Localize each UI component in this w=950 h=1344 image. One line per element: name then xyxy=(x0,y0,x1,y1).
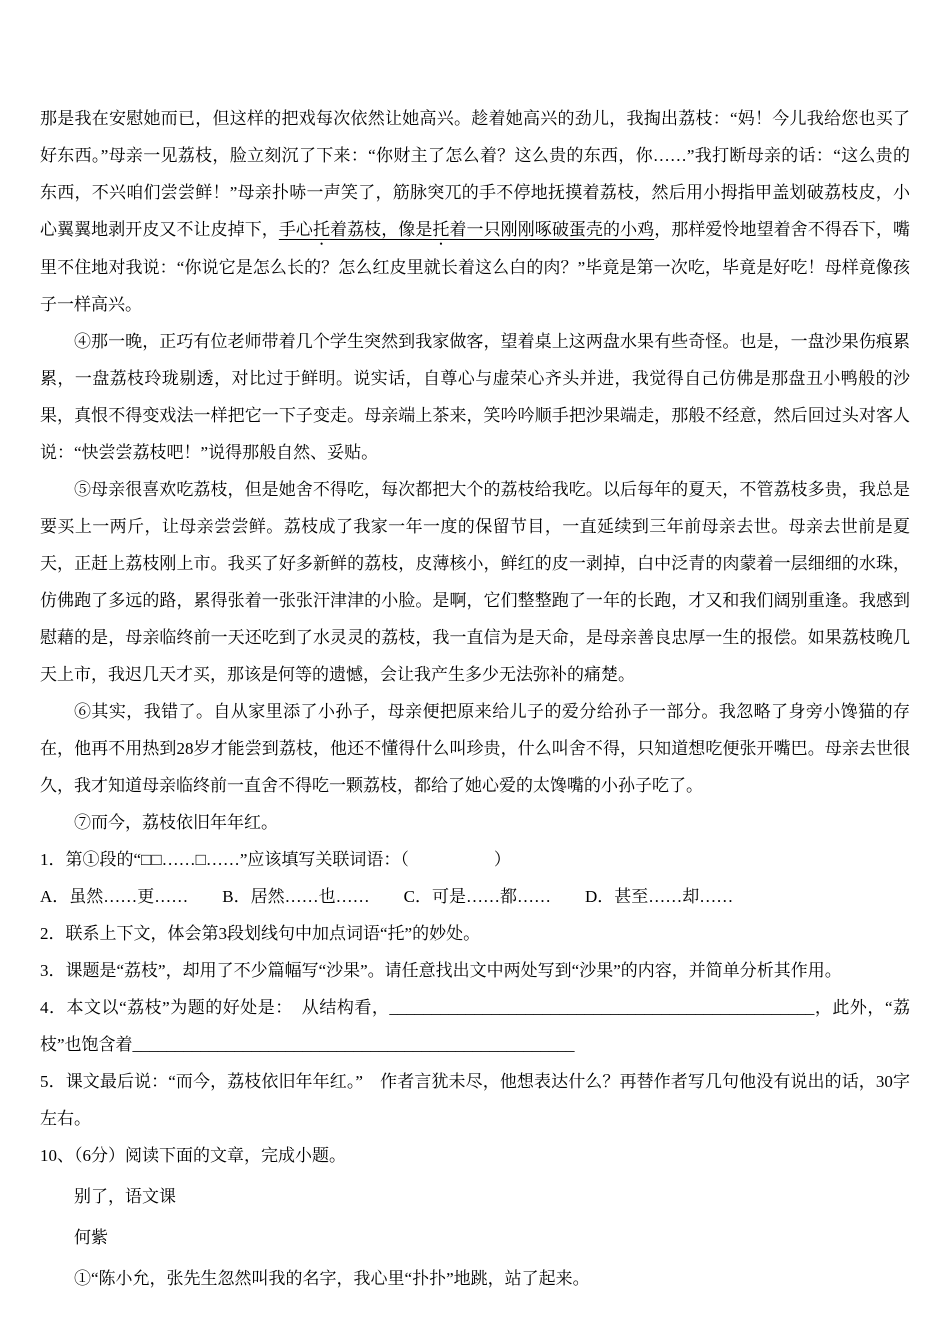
answer-blank-2: ____________________________________________________ xyxy=(132,1035,575,1054)
article-paragraph-6: ⑥其实，我错了。自从家里添了小孙子，母亲便把原来给儿子的爱分给孙子一部分。我忽略了身旁小馋猫的存在，他再不用热到28岁才能尝到荔枝，他还不懂得什么叫珍贵，什么叫舍不得，只知道想吃便张开嘴巴。母亲去世很久，我才知道母亲临终前一直舍不得吃一颗荔枝，都给了她心爱的太馋嘴的小孙子吃了。 xyxy=(40,702,910,795)
underline-text: 手心 xyxy=(278,220,313,239)
reading-first-line: ①“陈小允，张先生忽然叫我的名字，我心里“扑扑”地跳，站了起来。 xyxy=(74,1269,590,1288)
underline-text: 着荔枝，像是 xyxy=(330,220,433,239)
article-paragraph-5: ⑤母亲很喜欢吃荔枝，但是她舍不得吃，每次都把大个的荔枝给我吃。以后每年的夏天，不管荔枝多贵，我总是要买上一两斤，让母亲尝尝鲜。荔枝成了我家一年一度的保留节目，一直延续到三年前母亲去世。母亲去世前是夏天，正赶上荔枝刚上市。我买了好多新鲜的荔枝，皮薄核小，鲜红的皮一剥掉，白中泛青的肉蒙着一层细细的水珠，仿佛跑了多远的路，累得张着一张张汗津津的小脸。是啊，它们整整跑了一年的长跑，才又和我们阔别重逢。我感到慰藉的是，母亲临终前一天还吃到了水灵灵的荔枝，我一直信为是天命，是母亲善良忠厚一生的报偿。如果荔枝晚几天上市，我迟几天才买，那该是何等的遗憾，会让我产生多少无法弥补的痛楚。 xyxy=(40,480,910,684)
question-3: 3．课题是“荔枝”，却用了不少篇幅写“沙果”。请任意找出文中两处写到“沙果”的内容，并简单分析其作用。 xyxy=(40,961,842,980)
article-paragraph-3 xyxy=(40,100,910,323)
paragraph-text: ，那样爱怜地望着舍不得吞下，嘴里不住地对我说：“你说它是怎么长的？怎么红皮里就长着这么白的肉？”毕竟是第一次吃，毕竟是好吃！母样竟像孩子一样高兴。 xyxy=(40,220,911,314)
question-1-options: A．虽然……更…… B．居然……也…… C．可是……都…… D．甚至……却…… xyxy=(40,887,734,906)
question-2: 2．联系上下文，体会第3段划线句中加点词语“托”的妙处。 xyxy=(40,924,481,943)
question-text: 4．本文以“荔枝”为题的好处是： 从结构看， xyxy=(40,998,390,1017)
underlined-sentence xyxy=(279,220,654,239)
paragraph-text: 那是我在安慰她而已，但这样的把戏每次依然让她高兴。趁着她高兴的劲儿，我掏出荔枝：“妈！今儿我给您也买了好东西。”母亲一见荔枝，脸立刻沉了下来：“你财主了怎么着？这么贵的东西，你……”我打断母亲的话：“这么贵的东西，不兴咱们尝尝鲜！”母亲扑哧一声笑了，筋脉突兀的手不停地抚摸着荔枝，然后用小拇指甲盖划破荔枝皮，小心翼翼地剥开皮又不让皮掉下， xyxy=(40,109,910,239)
question-5: 5．课文最后说：“而今，荔枝依旧年年红。” 作者言犹未尽，他想表达什么？再替作者写几句他没有说出的话，30字左右。 xyxy=(40,1072,910,1128)
question-1: 1．第①段的“□□……□……”应该填写关联词语：（ ） xyxy=(40,850,511,869)
emphasized-word-tuo: 托 xyxy=(312,220,331,239)
emphasized-word-tuo: 托 xyxy=(432,220,450,239)
question-text: ，此外，“荔枝”也饱含着 xyxy=(40,998,910,1054)
article-paragraph-4: ④那一晚，正巧有位老师带着几个学生突然到我家做客，望着桌上这两盘水果有些奇怪。也是，一盘沙果伤痕累累，一盘荔枝玲珑剔透，对比过于鲜明。说实话，自尊心与虚荣心齐头并进，我觉得自己仿佛是那盘丑小鸭般的沙果，真恨不得变戏法一样把它一下子变走。母亲端上茶来，笑吟吟顺手把沙果端走，那般不经意，然后回过头对客人说：“快尝尝荔枝吧！”说得那般自然、妥贴。 xyxy=(40,332,910,462)
section-10-heading: 10、（6分）阅读下面的文章，完成小题。 xyxy=(40,1146,346,1165)
article-paragraph-7: ⑦而今，荔枝依旧年年红。 xyxy=(74,813,278,832)
underline-text: 着一只刚刚啄破蛋壳的小鸡 xyxy=(449,220,655,239)
reading-title: 别了，语文课 xyxy=(74,1187,176,1206)
question-4 xyxy=(40,989,910,1063)
reading-author: 何紫 xyxy=(74,1228,108,1247)
answer-blank-1: __________________________________________________ xyxy=(389,998,815,1017)
document-body xyxy=(40,100,910,1297)
